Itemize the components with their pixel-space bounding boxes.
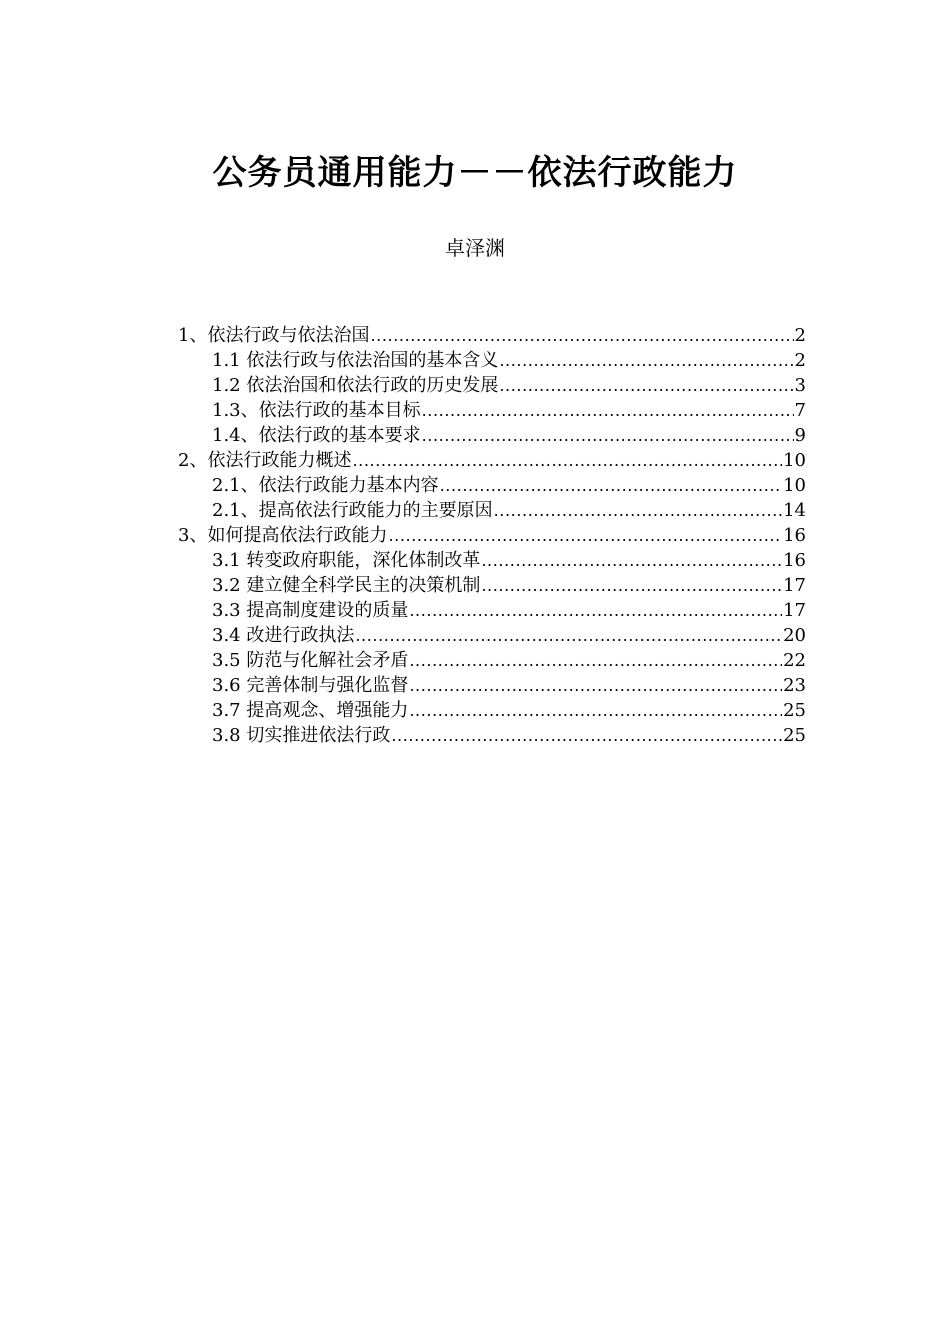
toc-section-entry[interactable] <box>178 498 806 523</box>
toc-page-number: 2 <box>794 325 806 346</box>
toc-dot-leader <box>494 498 782 523</box>
toc-section-entry[interactable] <box>178 473 806 498</box>
toc-entry-title: 1.4、依法行政的基本要求 <box>212 425 421 446</box>
toc-section-entry[interactable] <box>178 423 806 448</box>
toc-dot-leader <box>409 598 782 623</box>
toc-entry-title: 3.3 提高制度建设的质量 <box>212 600 409 621</box>
toc-dot-leader <box>422 423 794 448</box>
toc-dot-leader <box>388 523 782 548</box>
toc-section-entry[interactable] <box>178 373 806 398</box>
toc-section-entry[interactable] <box>178 398 806 423</box>
toc-section-entry[interactable] <box>178 698 806 723</box>
document-author: 卓泽渊 <box>445 236 505 260</box>
toc-page-number: 25 <box>783 700 806 721</box>
toc-page-number: 16 <box>783 550 806 571</box>
toc-dot-leader <box>352 448 782 473</box>
toc-entry-title: 3.5 防范与化解社会矛盾 <box>212 650 409 671</box>
toc-entry-title: 2、依法行政能力概述 <box>178 450 352 471</box>
toc-dot-leader <box>409 648 782 673</box>
table-of-contents <box>178 323 806 748</box>
toc-entry-title: 3.6 完善体制与强化监督 <box>212 675 409 696</box>
toc-entry-title: 1.1 依法行政与依法治国的基本含义 <box>212 350 499 371</box>
toc-chapter-entry[interactable] <box>178 523 806 548</box>
toc-entry-title: 2.1、依法行政能力基本内容 <box>212 475 439 496</box>
toc-dot-leader <box>499 373 793 398</box>
toc-chapter-entry[interactable] <box>178 448 806 473</box>
toc-page-number: 17 <box>783 575 806 596</box>
toc-section-entry[interactable] <box>178 548 806 573</box>
document-title: 公务员通用能力－－依法行政能力 <box>212 152 738 193</box>
toc-dot-leader <box>440 473 782 498</box>
toc-entry-title: 1.3、依法行政的基本目标 <box>212 400 421 421</box>
toc-section-entry[interactable] <box>178 598 806 623</box>
toc-page-number: 2 <box>794 350 806 371</box>
toc-page-number: 10 <box>783 475 806 496</box>
toc-chapter-entry[interactable] <box>178 323 806 348</box>
toc-dot-leader <box>391 723 782 748</box>
toc-page-number: 3 <box>794 375 806 396</box>
toc-entry-title: 3.2 建立健全科学民主的决策机制 <box>212 575 481 596</box>
toc-section-entry[interactable] <box>178 673 806 698</box>
toc-page-number: 23 <box>783 675 806 696</box>
toc-page-number: 22 <box>783 650 806 671</box>
toc-entry-title: 3.7 提高观念、增强能力 <box>212 700 409 721</box>
toc-dot-leader <box>370 323 793 348</box>
toc-section-entry[interactable] <box>178 573 806 598</box>
toc-dot-leader <box>422 398 794 423</box>
toc-entry-title: 3、如何提高依法行政能力 <box>178 525 388 546</box>
toc-page-number: 16 <box>783 525 806 546</box>
toc-section-entry[interactable] <box>178 348 806 373</box>
toc-entry-title: 3.8 切实推进依法行政 <box>212 725 391 746</box>
toc-dot-leader <box>481 548 782 573</box>
toc-section-entry[interactable] <box>178 723 806 748</box>
toc-entry-title: 1、依法行政与依法治国 <box>178 325 370 346</box>
toc-dot-leader <box>499 348 793 373</box>
toc-page-number: 25 <box>783 725 806 746</box>
toc-page-number: 7 <box>794 400 806 421</box>
toc-page-number: 17 <box>783 600 806 621</box>
toc-page-number: 14 <box>783 500 806 521</box>
toc-entry-title: 3.4 改进行政执法 <box>212 625 355 646</box>
toc-entry-title: 2.1、提高依法行政能力的主要原因 <box>212 500 493 521</box>
toc-entry-title: 3.1 转变政府职能，深化体制改革 <box>212 550 481 571</box>
toc-page-number: 10 <box>783 450 806 471</box>
toc-section-entry[interactable] <box>178 623 806 648</box>
toc-page-number: 9 <box>794 425 806 446</box>
toc-dot-leader <box>409 698 782 723</box>
toc-dot-leader <box>355 623 782 648</box>
toc-dot-leader <box>481 573 782 598</box>
toc-section-entry[interactable] <box>178 648 806 673</box>
toc-page-number: 20 <box>783 625 806 646</box>
toc-dot-leader <box>409 673 782 698</box>
toc-entry-title: 1.2 依法治国和依法行政的历史发展 <box>212 375 499 396</box>
